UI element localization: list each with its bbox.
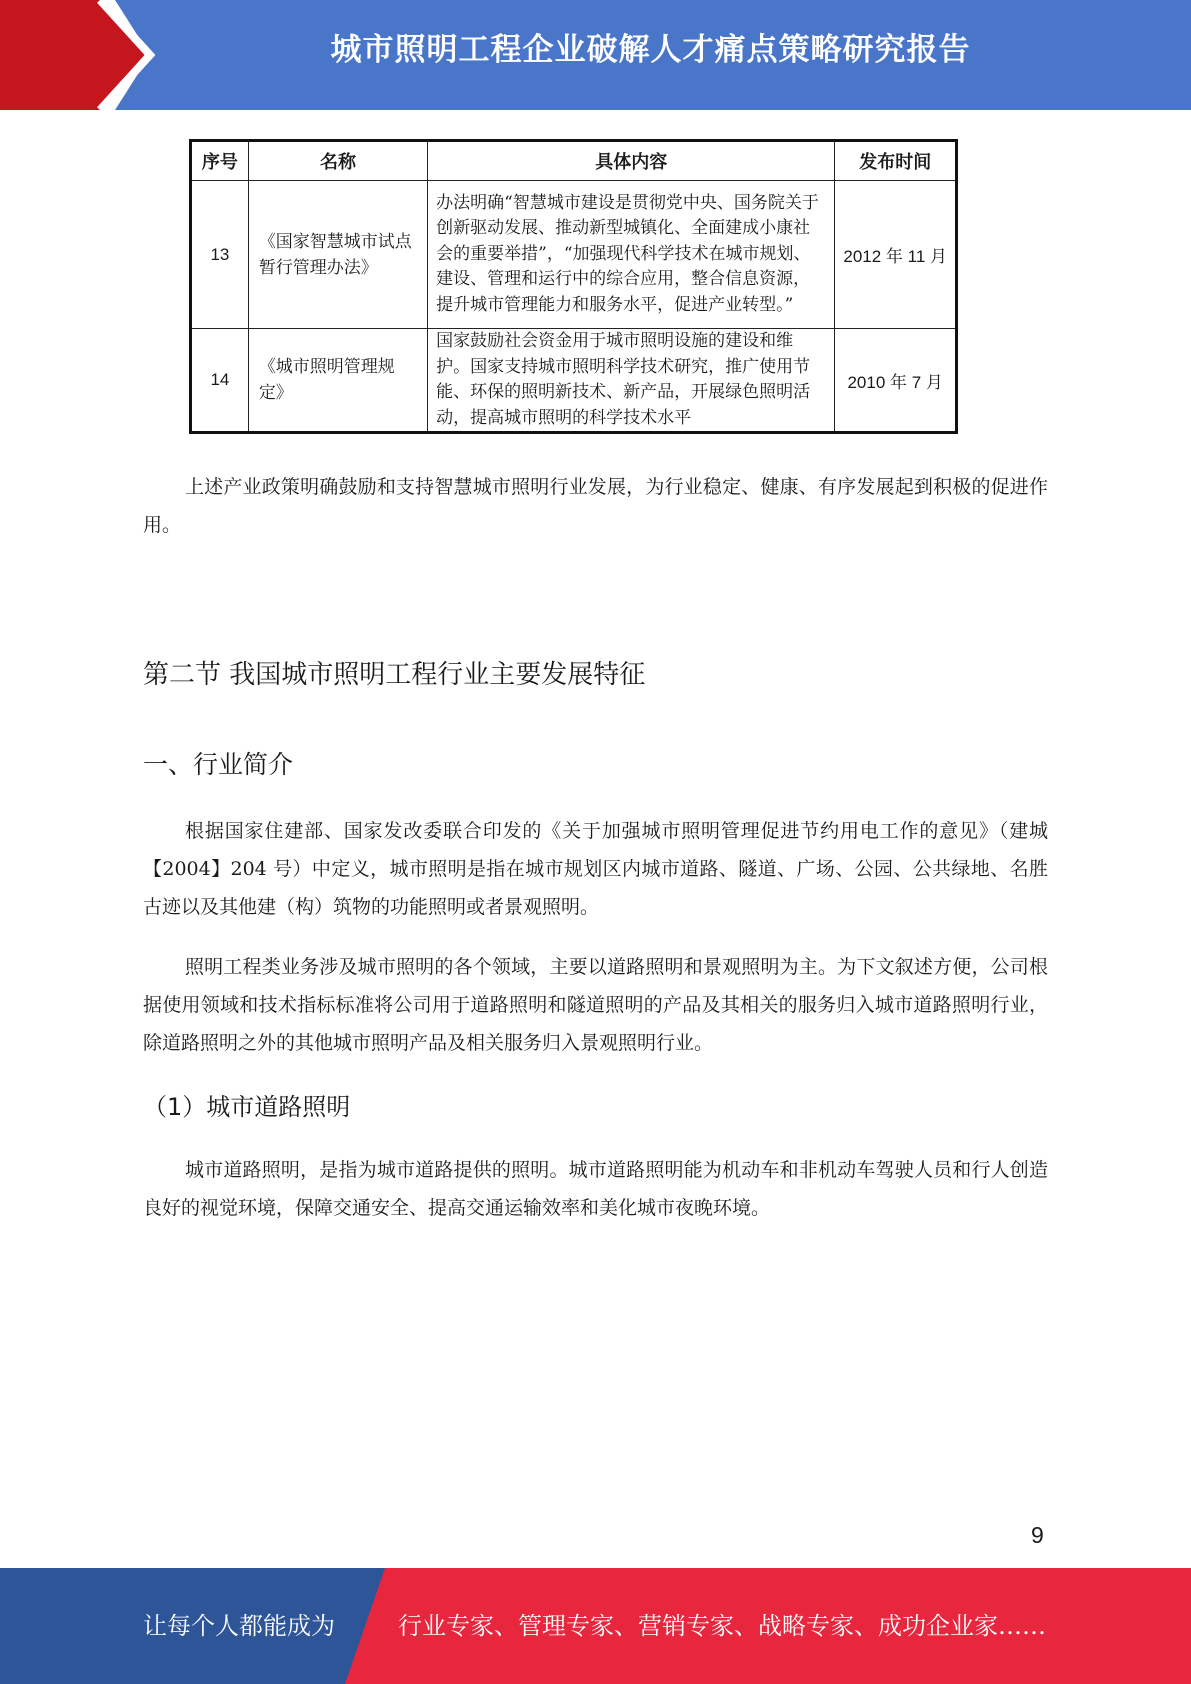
footer-slogan-left: 让每个人都能成为 <box>143 1612 335 1640</box>
page-footer <box>0 1568 1191 1684</box>
policy-content: 国家鼓励社会资金用于城市照明设施的建设和维护。国家支持城市照明科学技术研究，推广使用节能、环保的照明新技术、新产品，开展绿色照明活动，提高城市照明的科学技术水平 <box>428 329 835 433</box>
subsection-title: 一、行业简介 <box>143 750 294 779</box>
column-header-date: 发布时间 <box>835 141 957 181</box>
footer-slogan-right: 行业专家、管理专家、营销专家、战略专家、成功企业家…… <box>398 1612 1046 1640</box>
table-row <box>191 329 957 433</box>
table-header-row <box>191 141 957 181</box>
page-number: 9 <box>1031 1522 1044 1548</box>
publish-date: 2012 年 11 月 <box>835 181 957 329</box>
page-header <box>0 0 1191 110</box>
section-title: 第二节 我国城市照明工程行业主要发展特征 <box>143 660 646 690</box>
paragraph-definition: 根据国家住建部、国家发改委联合印发的《关于加强城市照明管理促进节约用电工作的意见》（建城【2004】204 号）中定义，城市照明是指在城市规划区内城市道路、隧道、广场、公园、公共绿地、名胜古迹以及其他建（构）筑物的功能照明或者景观照明。 <box>143 820 1048 918</box>
row-number: 13 <box>191 181 249 329</box>
policy-content: 办法明确“智慧城市建设是贯彻党中央、国务院关于创新驱动发展、推动新型城镇化、全面建成小康社会的重要举措”，“加强现代科学技术在城市规划、建设、管理和运行中的综合应用，整合信息资源，提升城市管理能力和服务水平，促进产业转型。” <box>428 181 835 329</box>
policy-name: 《国家智慧城市试点暂行管理办法》 <box>248 181 427 329</box>
row-number: 14 <box>191 329 249 433</box>
column-header-content: 具体内容 <box>428 141 835 181</box>
header-arrow-decoration <box>0 0 160 110</box>
policy-name: 《城市照明管理规定》 <box>248 329 427 433</box>
policy-table <box>189 139 958 434</box>
paragraph-business-scope: 照明工程类业务涉及城市照明的各个领域，主要以道路照明和景观照明为主。为下文叙述方便，公司根据使用领域和技术指标标准将公司用于道路照明和隧道照明的产品及其相关的服务归入城市道路照明行业，除道路照明之外的其他城市照明产品及相关服务归入景观照明行业。 <box>143 956 1048 1054</box>
paragraph-policy-summary: 上述产业政策明确鼓励和支持智慧城市照明行业发展，为行业稳定、健康、有序发展起到积极的促进作用。 <box>143 476 1048 536</box>
publish-date: 2010 年 7 月 <box>835 329 957 433</box>
table-row <box>191 181 957 329</box>
column-header-number: 序号 <box>191 141 249 181</box>
column-header-name: 名称 <box>248 141 427 181</box>
report-title: 城市照明工程企业破解人才痛点策略研究报告 <box>330 32 971 68</box>
item-title: （1）城市道路照明 <box>143 1093 351 1121</box>
paragraph-road-lighting: 城市道路照明，是指为城市道路提供的照明。城市道路照明能为机动车和非机动车驾驶人员和行人创造良好的视觉环境，保障交通安全、提高交通运输效率和美化城市夜晚环境。 <box>143 1159 1048 1219</box>
